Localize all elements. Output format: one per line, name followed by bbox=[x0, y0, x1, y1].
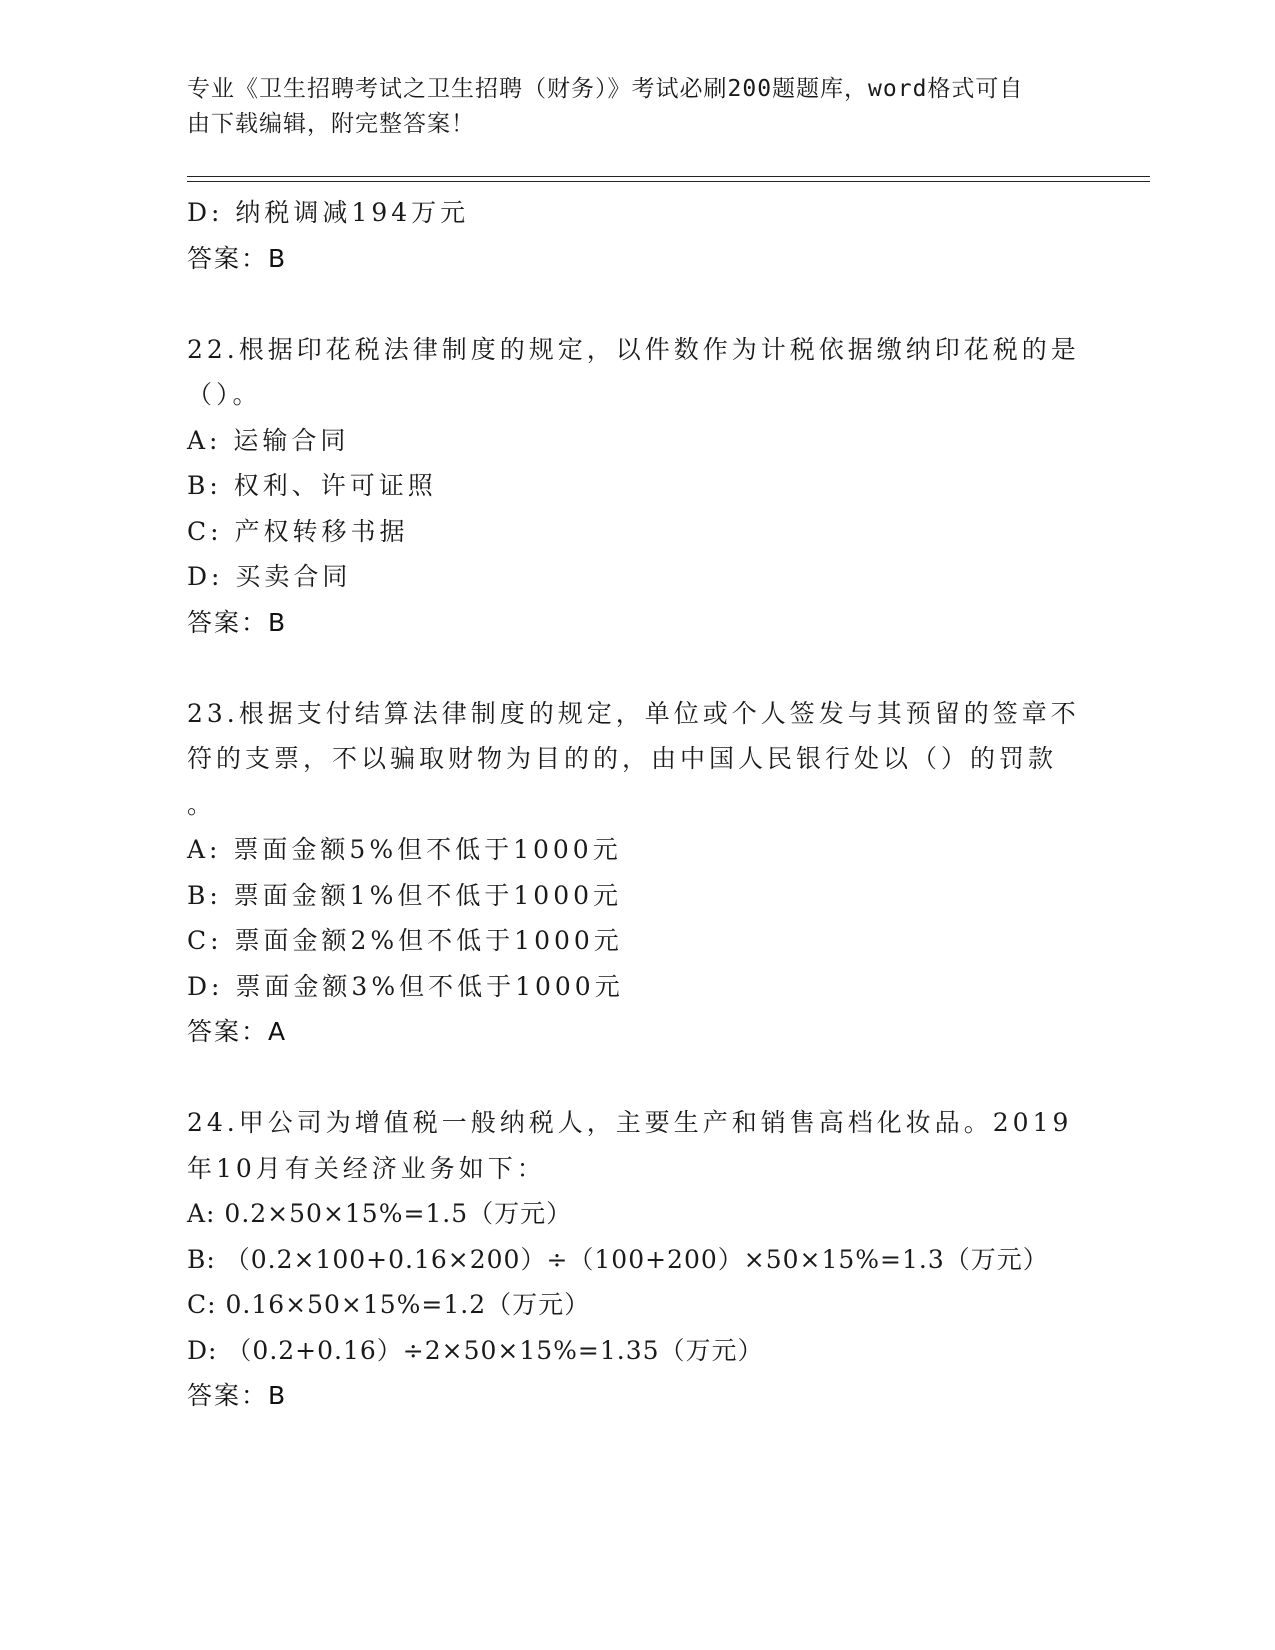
q22-option-a: A: 运输合同 bbox=[187, 425, 350, 455]
q23-option-d: D: 票面金额3%但不低于1000元 bbox=[187, 971, 624, 1001]
q24-answer: 答案：B bbox=[187, 1381, 288, 1410]
header-divider-top bbox=[187, 176, 1150, 177]
question-content bbox=[187, 190, 1087, 1419]
q24-option-d: D: （0.2+0.16）÷2×50×15%=1.35（万元） bbox=[187, 1335, 764, 1365]
q23-answer: 答案：A bbox=[187, 1017, 288, 1046]
q23-stem-line-2: 符的支票，不以骗取财物为目的的，由中国人民银行处以（）的罚款 bbox=[187, 744, 1058, 773]
q23-option-a: A: 票面金额5%但不低于1000元 bbox=[187, 835, 622, 864]
header-line-1: 专业《卫生招聘考试之卫生招聘（财务）》考试必刷200题题库，word格式可自 bbox=[187, 76, 1024, 102]
header-line-2: 由下载编辑，附完整答案！ bbox=[187, 111, 475, 137]
q22-answer: 答案：B bbox=[187, 607, 288, 637]
q22-option-d: D: 买卖合同 bbox=[187, 562, 352, 591]
q23-option-c: C: 票面金额2%但不低于1000元 bbox=[187, 926, 623, 955]
spacer bbox=[187, 1055, 1087, 1101]
q24-stem-line-2: 年10月有关经济业务如下： bbox=[187, 1153, 546, 1183]
q22-option-c: C: 产权转移书据 bbox=[187, 516, 409, 546]
q22-stem-line-2: （）。 bbox=[187, 380, 262, 409]
header-divider-bottom bbox=[187, 181, 1150, 182]
q22-option-b: B: 权利、许可证照 bbox=[187, 471, 437, 500]
q24-option-a: A: 0.2×50×15%=1.5（万元） bbox=[187, 1199, 573, 1228]
q24-stem-line-1: 24.甲公司为增值税一般纳税人，主要生产和销售高档化妆品。2019 bbox=[187, 1108, 1073, 1137]
q23-stem-line-1: 23.根据支付结算法律制度的规定，单位或个人签发与其预留的签章不 bbox=[187, 698, 1080, 728]
q24-option-c: C: 0.16×50×15%=1.2（万元） bbox=[187, 1290, 591, 1319]
prev-answer: 答案：B bbox=[187, 243, 288, 273]
q23-stem-line-3: 。 bbox=[187, 789, 217, 819]
document-header bbox=[187, 72, 1067, 142]
spacer bbox=[187, 645, 1087, 691]
spacer bbox=[187, 281, 1087, 327]
q24-option-b: B: （0.2×100+0.16×200）÷（100+200）×50×15%=1.3（万元） bbox=[187, 1244, 1049, 1274]
prev-option-d: D: 纳税调减194万元 bbox=[187, 198, 470, 227]
q22-stem-line-1: 22.根据印花税法律制度的规定，以件数作为计税依据缴纳印花税的是 bbox=[187, 334, 1080, 364]
q23-option-b: B: 票面金额1%但不低于1000元 bbox=[187, 880, 623, 910]
